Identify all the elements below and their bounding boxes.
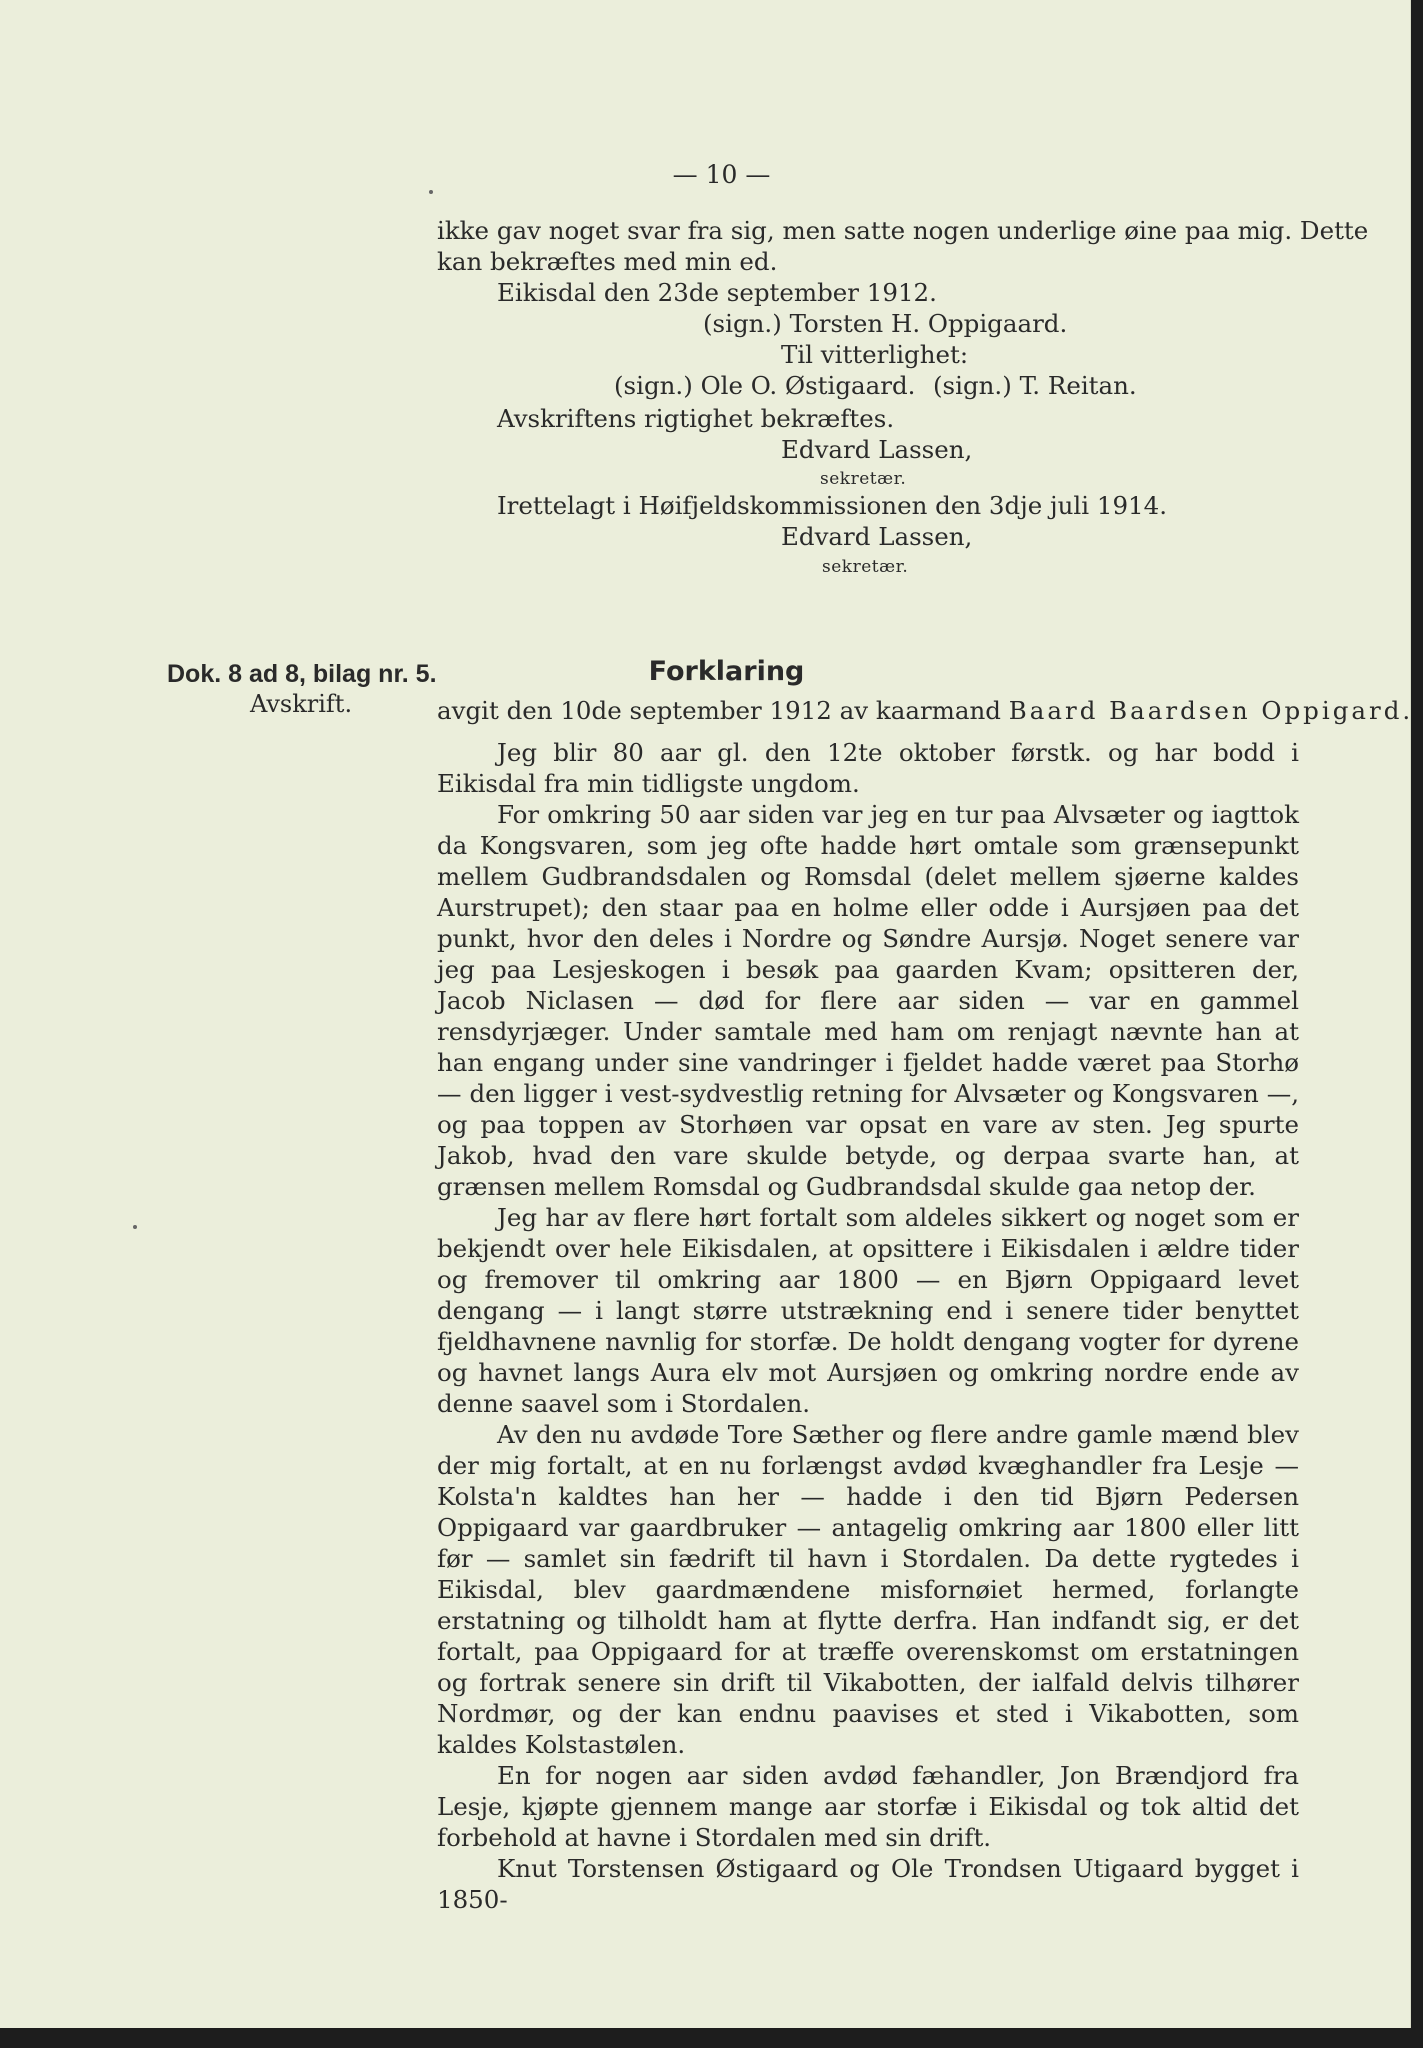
body-text	[437, 732, 1299, 1915]
ink-speck	[133, 1225, 137, 1229]
text-line: kan bekræftes med min ed.	[437, 247, 778, 276]
avskrift-label: Avskrift.	[250, 690, 353, 718]
date-line: Eikisdal den 23de september 1912.	[497, 278, 937, 307]
secretary-title: sekretær.	[820, 469, 907, 489]
secretary-title: sekretær.	[822, 557, 909, 577]
witness-signature: (sign.) Ole O. Østigaard.	[614, 371, 916, 400]
subheading-name: Baard Baardsen Oppigard.	[1008, 696, 1414, 725]
filed-line: Irettelagt i Høifjeldskommissionen den 3dje juli 1914.	[497, 491, 1168, 520]
text-line: ikke gav noget svar fra sig, men satte nogen underlige øine paa mig. Dette	[437, 216, 1369, 245]
secretary-name: Edvard Lassen,	[781, 435, 973, 464]
page-number: — 10 —	[672, 160, 771, 189]
witness-signature: (sign.) T. Reitan.	[933, 371, 1137, 400]
ink-speck	[429, 190, 433, 194]
paragraph: Knut Torstensen Østigaard og Ole Trondsen Utigaard bygget i 1850-	[437, 1854, 1299, 1914]
paragraph: Jeg blir 80 aar gl. den 12te oktober førstk. og har bodd i Eikisdal fra min tidligste ungdom.	[437, 738, 1299, 798]
subheading-prefix: avgit den 10de september 1912 av kaarmand	[437, 696, 1001, 725]
paragraph: En for nogen aar siden avdød fæhandler, Jon Brændjord fra Lesje, kjøpte gjennem mange aar storfæ i Eikisdal og tok altid det forbehold at havne i Stordalen med sin drift.	[437, 1761, 1299, 1852]
paragraph: Jeg har av flere hørt fortalt som aldeles sikkert og noget som er bekjendt over hele Eikisdalen, at opsittere i Eikisdalen i ældre tider og fremover til omkring aar 1800 — en Bjørn Oppigaard levet dengang — i langt større utstrækning end i senere tider benyttet fjeldhavnene navnlig for storfæ. De holdt dengang vogter for dyrene og havnet langs Aura elv mot Aursjøen og omkring nordre ende av denne saavel som i Stordalen.	[437, 1203, 1299, 1418]
subheading	[437, 695, 1413, 726]
secretary-name: Edvard Lassen,	[781, 522, 973, 551]
document-reference: Dok. 8 ad 8, bilag nr. 5.	[167, 660, 437, 688]
witness-label: Til vitterlighet:	[781, 340, 969, 369]
section-heading: Forklaring	[648, 656, 805, 687]
signature-line: (sign.) Torsten H. Oppigaard.	[703, 309, 1068, 338]
paragraph: Av den nu avdøde Tore Sæther og flere andre gamle mænd blev der mig fortalt, at en nu forlængst avdød kvæghandler fra Lesje — Kolsta'n kaldtes han her — hadde i den tid Bjørn Pedersen Oppigaard var gaardbruker — antagelig omkring aar 1800 eller litt før — samlet sin fædrift til havn i Stordalen. Da dette rygtedes i Eikisdal, blev gaardmændene misfornøiet hermed, forlangte erstatning og tilholdt ham at flytte derfra. Han indfandt sig, er det fortalt, paa Oppigaard for at træffe overenskomst om erstatningen og fortrak senere sin drift til Vikabotten, der ialfald delvis tilhører Nordmør, og der kan endnu paavises et sted i Vikabotten, som kaldes Kolstastølen.	[437, 1420, 1299, 1759]
confirmation-line: Avskriftens rigtighet bekræftes.	[497, 404, 895, 433]
paragraph: For omkring 50 aar siden var jeg en tur paa Alvsæter og iagttok da Kongsvaren, som jeg ofte hadde hørt omtale som grænsepunkt mellem Gudbrandsdalen og Romsdal (delet mellem sjøerne kaldes Aurstrupet); den staar paa en holme eller odde i Aursjøen paa det punkt, hvor den deles i Nordre og Søndre Aursjø. Noget senere var jeg paa Lesjeskogen i besøk paa gaarden Kvam; opsitteren der, Jacob Niclasen — død for flere aar siden — var en gammel rensdyrjæger. Under samtale med ham om renjagt nævnte han at han engang under sine vandringer i fjeldet hadde været paa Storhø — den ligger i vest-sydvestlig retning for Alvsæter og Kongsvaren —, og paa toppen av Storhøen var opsat en vare av sten. Jeg spurte Jakob, hvad den vare skulde betyde, og derpaa svarte han, at grænsen mellem Romsdal og Gudbrandsdal skulde gaa netop der.	[437, 800, 1299, 1201]
